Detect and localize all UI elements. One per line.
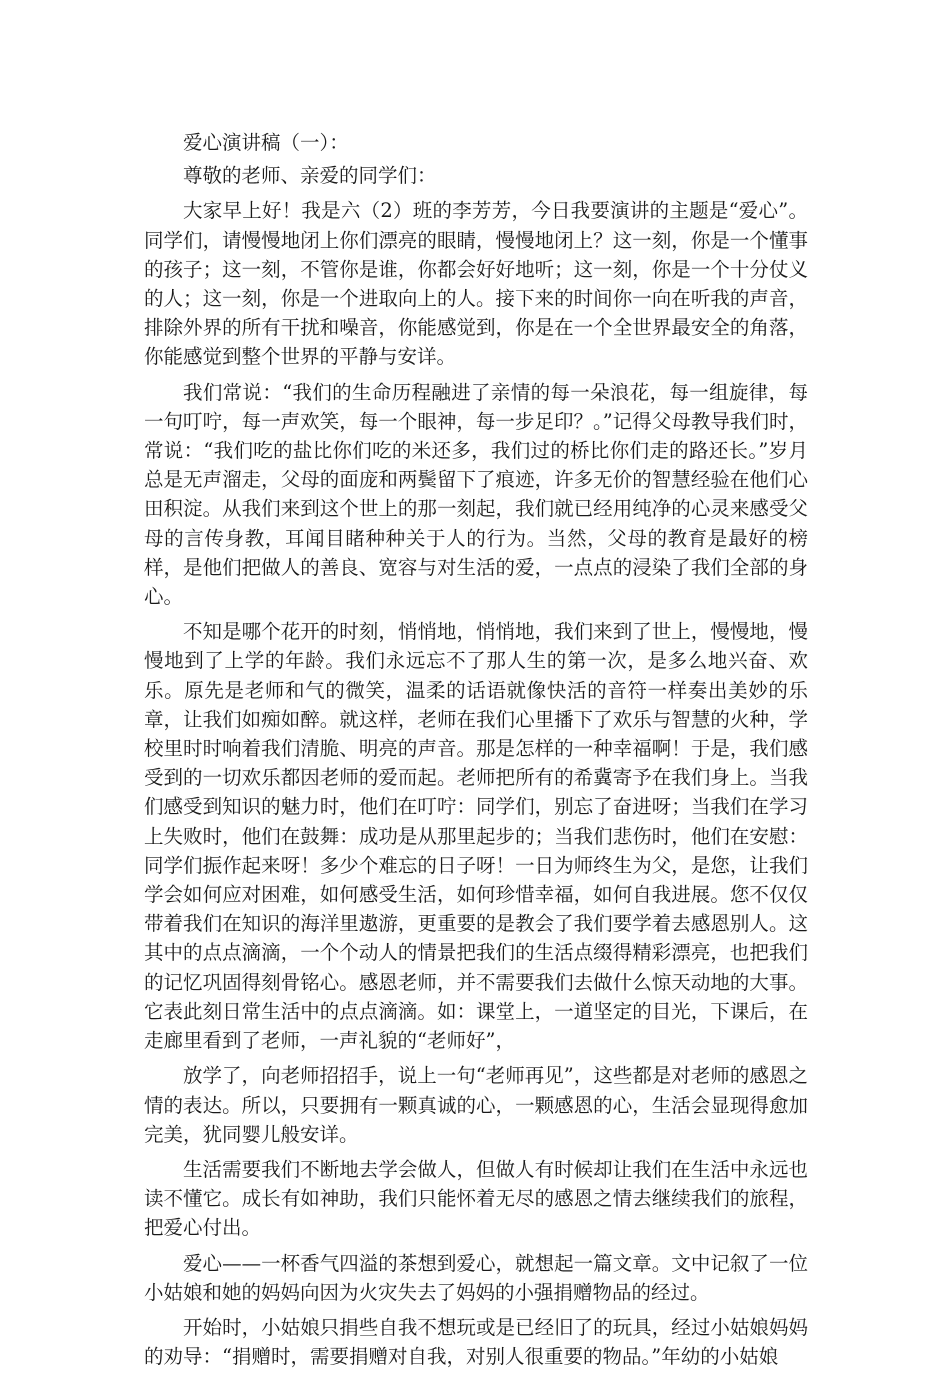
document-page [144, 128, 808, 1377]
paragraph-4: 放学了，向老师招招手，说上一句“老师再见”，这些都是对老师的感恩之情的表达。所以，只要拥有一颗真诚的心，一颗感恩的心，生活会显现得愈加完美，犹同婴儿般安详。 [144, 1064, 808, 1146]
paragraph-6: 爱心——一杯香气四溢的茶想到爱心，就想起一篇文章。文中记叙了一位小姑娘和她的妈妈向因为火灾失去了妈妈的小强捐赠物品的经过。 [144, 1251, 808, 1304]
paragraph-1: 大家早上好！我是六（2）班的李芳芳，今日我要演讲的主题是“爱心”。同学们，请慢慢地闭上你们漂亮的眼睛，慢慢地闭上？这一刻，你是一个懂事的孩子；这一刻，不管你是谁，你都会好好地听；这一刻，你是一个十分仗义的人；这一刻，你是一个进取向上的人。接下来的时间你一向在听我的声音，排除外界的所有干扰和噪音，你能感觉到，你是在一个全世界最安全的角落，你能感觉到整个世界的平静与安详。 [144, 199, 808, 369]
salutation: 尊敬的老师、亲爱的同学们： [183, 164, 437, 188]
paragraph-5: 生活需要我们不断地去学会做人，但做人有时候却让我们在生活中永远也读不懂它。成长有如神助，我们只能怀着无尽的感恩之情去继续我们的旅程，把爱心付出。 [144, 1157, 808, 1240]
paragraph-7: 开始时，小姑娘只捐些自我不想玩或是已经旧了的玩具，经过小姑娘妈妈的劝导：“捐赠时，需要捐赠对自我，对别人很重要的物品。”年幼的小姑娘 [144, 1315, 808, 1369]
document-title: 爱心演讲稿（一）： [183, 131, 349, 154]
paragraph-3: 不知是哪个花开的时刻，悄悄地，悄悄地，我们来到了世上，慢慢地，慢慢地到了上学的年龄。我们永远忘不了那人生的第一次，是多么地兴奋、欢乐。原先是老师和气的微笑，温柔的话语就像快活的音符一样奏出美妙的乐章，让我们如痴如醉。就这样，老师在我们心里播下了欢乐与智慧的火种，学校里时时响着我们清脆、明亮的声音。那是怎样的一种幸福啊！于是，我们感受到的一切欢乐都因老师的爱而起。老师把所有的希冀寄予在我们身上。当我们感受到知识的魅力时，他们在叮咛：同学们，别忘了奋进呀；当我们在学习上失败时，他们在鼓舞：成功是从那里起步的；当我们悲伤时，他们在安慰：同学们振作起来呀！多少个难忘的日子呀！一日为师终生为父，是您，让我们学会如何应对困难，如何感受生活，如何珍惜幸福，如何自我进展。您不仅仅带着我们在知识的海洋里遨游，更重要的是教会了我们要学着去感恩别人。这其中的点点滴滴，一个个动人的情景把我们的生活点缀得精彩漂亮，也把我们的记忆巩固得刻骨铭心。感恩老师，并不需要我们去做什么惊天动地的大事。它表此刻日常生活中的点点滴滴。如：课堂上，一道坚定的目光，下课后，在走廊里看到了老师，一声礼貌的“老师好”， [144, 620, 808, 1053]
paragraph-2: 我们常说：“我们的生命历程融进了亲情的每一朵浪花，每一组旋律，每一句叮咛，每一声欢笑，每一个眼神，每一步足印？。”记得父母教导我们时，常说：“我们吃的盐比你们吃的米还多，我们过的桥比你们走的路还长。”岁月总是无声溜走，父母的面庞和两鬓留下了痕迹，许多无价的智慧经验在他们心田积淀。从我们来到这个世上的那一刻起，我们就已经用纯净的心灵来感受父母的言传身教，耳闻目睹种种关于人的行为。当然，父母的教育是最好的榜样，是他们把做人的善良、宽容与对生活的爱，一点点的浸染了我们全部的身心。 [144, 380, 808, 609]
